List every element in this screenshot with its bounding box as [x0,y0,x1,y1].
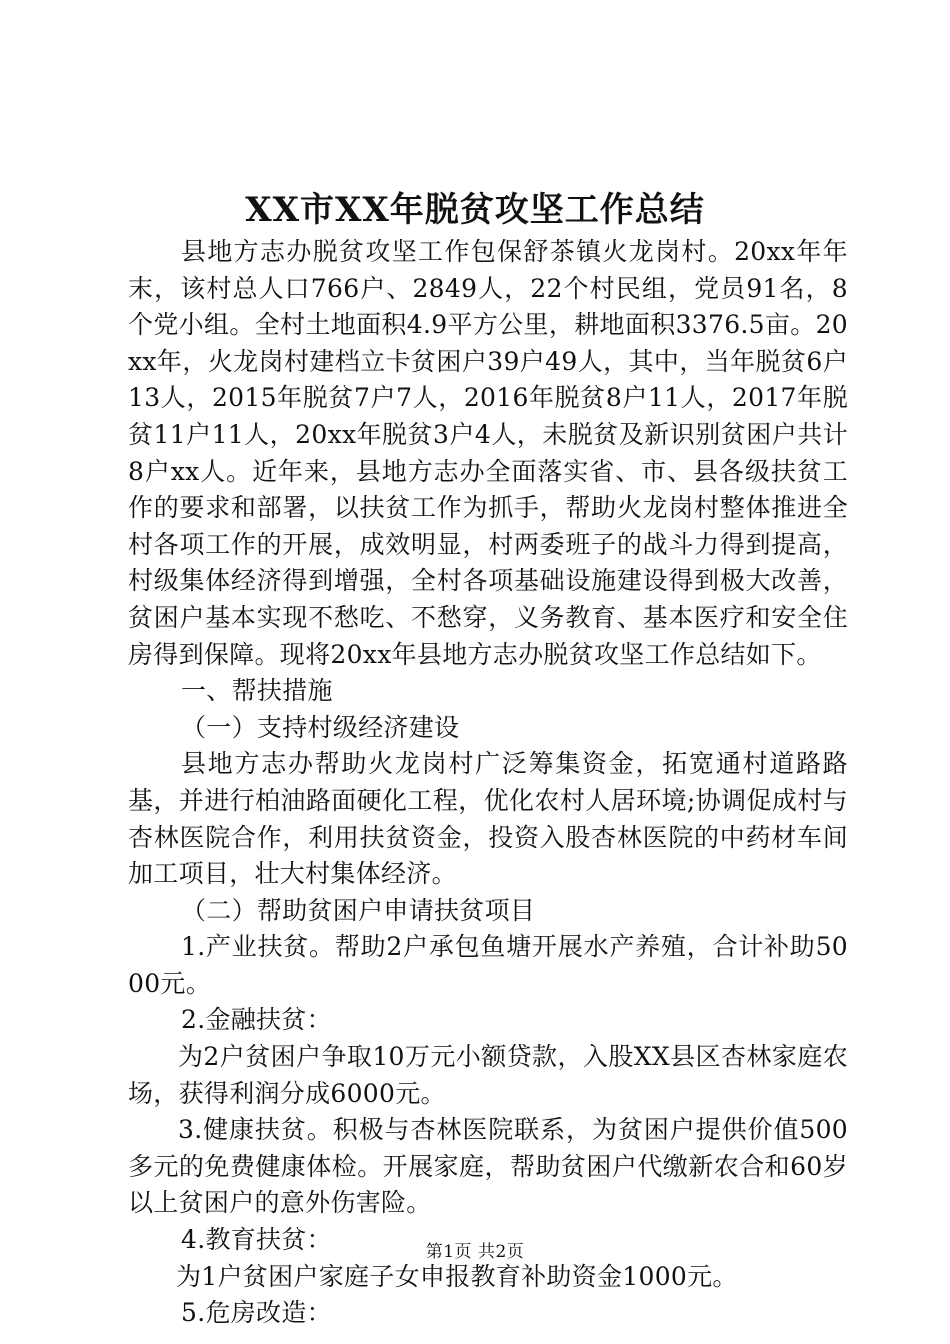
education-aid-heading: 4.教育扶贫： [181,1225,332,1255]
education-aid-paragraph: 为1户贫困户家庭子女申报教育补助资金1000元。 [176,1261,738,1291]
intro-paragraph: 县地方志办脱贫攻坚工作包保舒茶镇火龙岗村。20xx年年末，该村总人口766户、2849人，22个村民组，党员91名，8个党小组。全村土地面积4.9平方公里，耕地面积3376.5亩。20xx年，火龙岗村建档立卡贫困户39户49人，其中，当年脱贫6户13人，2015年脱贫7户7人，2016年脱贫8户11人，2017年脱贫11户11人，20xx年脱贫3户4人，未脱贫及新识别贫困户共计8户xx人。近年来，县地方志办全面落实省、市、县各级扶贫工作的要求和部署，以扶贫工作为抓手，帮助火龙岗村整体推进全村各项工作的开展，成效明显，村两委班子的战斗力得到提高，村级集体经济得到增强，全村各项基础设施建设得到极大改善，贫困户基本实现不愁吃、不愁穿，义务教育、基本医疗和安全住房得到保障。现将20xx年县地方志办脱贫攻坚工作总结如下。 [128,237,848,669]
subsection-heading-poverty-projects: （二）帮助贫困户申请扶贫项目 [181,895,536,925]
village-economy-paragraph: 县地方志办帮助火龙岗村广泛筹集资金，拓宽通村道路路基，并进行柏油路面硬化工程，优化农村人居环境;协调促成村与杏林医院合作，利用扶贫资金，投资入股杏林医院的中药材车间加工项目，壮大村集体经济。 [128,749,848,889]
section-heading-measures: 一、帮扶措施 [181,676,333,706]
industry-aid-paragraph: 1.产业扶贫。帮助2户承包鱼塘开展水产养殖，合计补助5000元。 [128,932,848,998]
document-title: XX市XX年脱贫攻坚工作总结 [245,190,705,230]
finance-aid-paragraph: 为2户贫困户争取10万元小额贷款，入股XX县区杏林家庭农场，获得利润分成6000元。 [128,1042,848,1108]
document-body [128,234,848,1332]
subsection-heading-village-economy: （一）支持村级经济建设 [181,712,460,742]
health-aid-paragraph: 3.健康扶贫。积极与杏林医院联系，为贫困户提供价值500多元的免费健康体检。开展家庭，帮助贫困户代缴新农合和60岁以上贫困户的意外伤害险。 [128,1115,848,1218]
page-number-footer: 第1页 共2页 [425,1242,525,1262]
housing-aid-heading: 5.危房改造： [181,1298,332,1328]
finance-aid-heading: 2.金融扶贫： [181,1005,332,1035]
